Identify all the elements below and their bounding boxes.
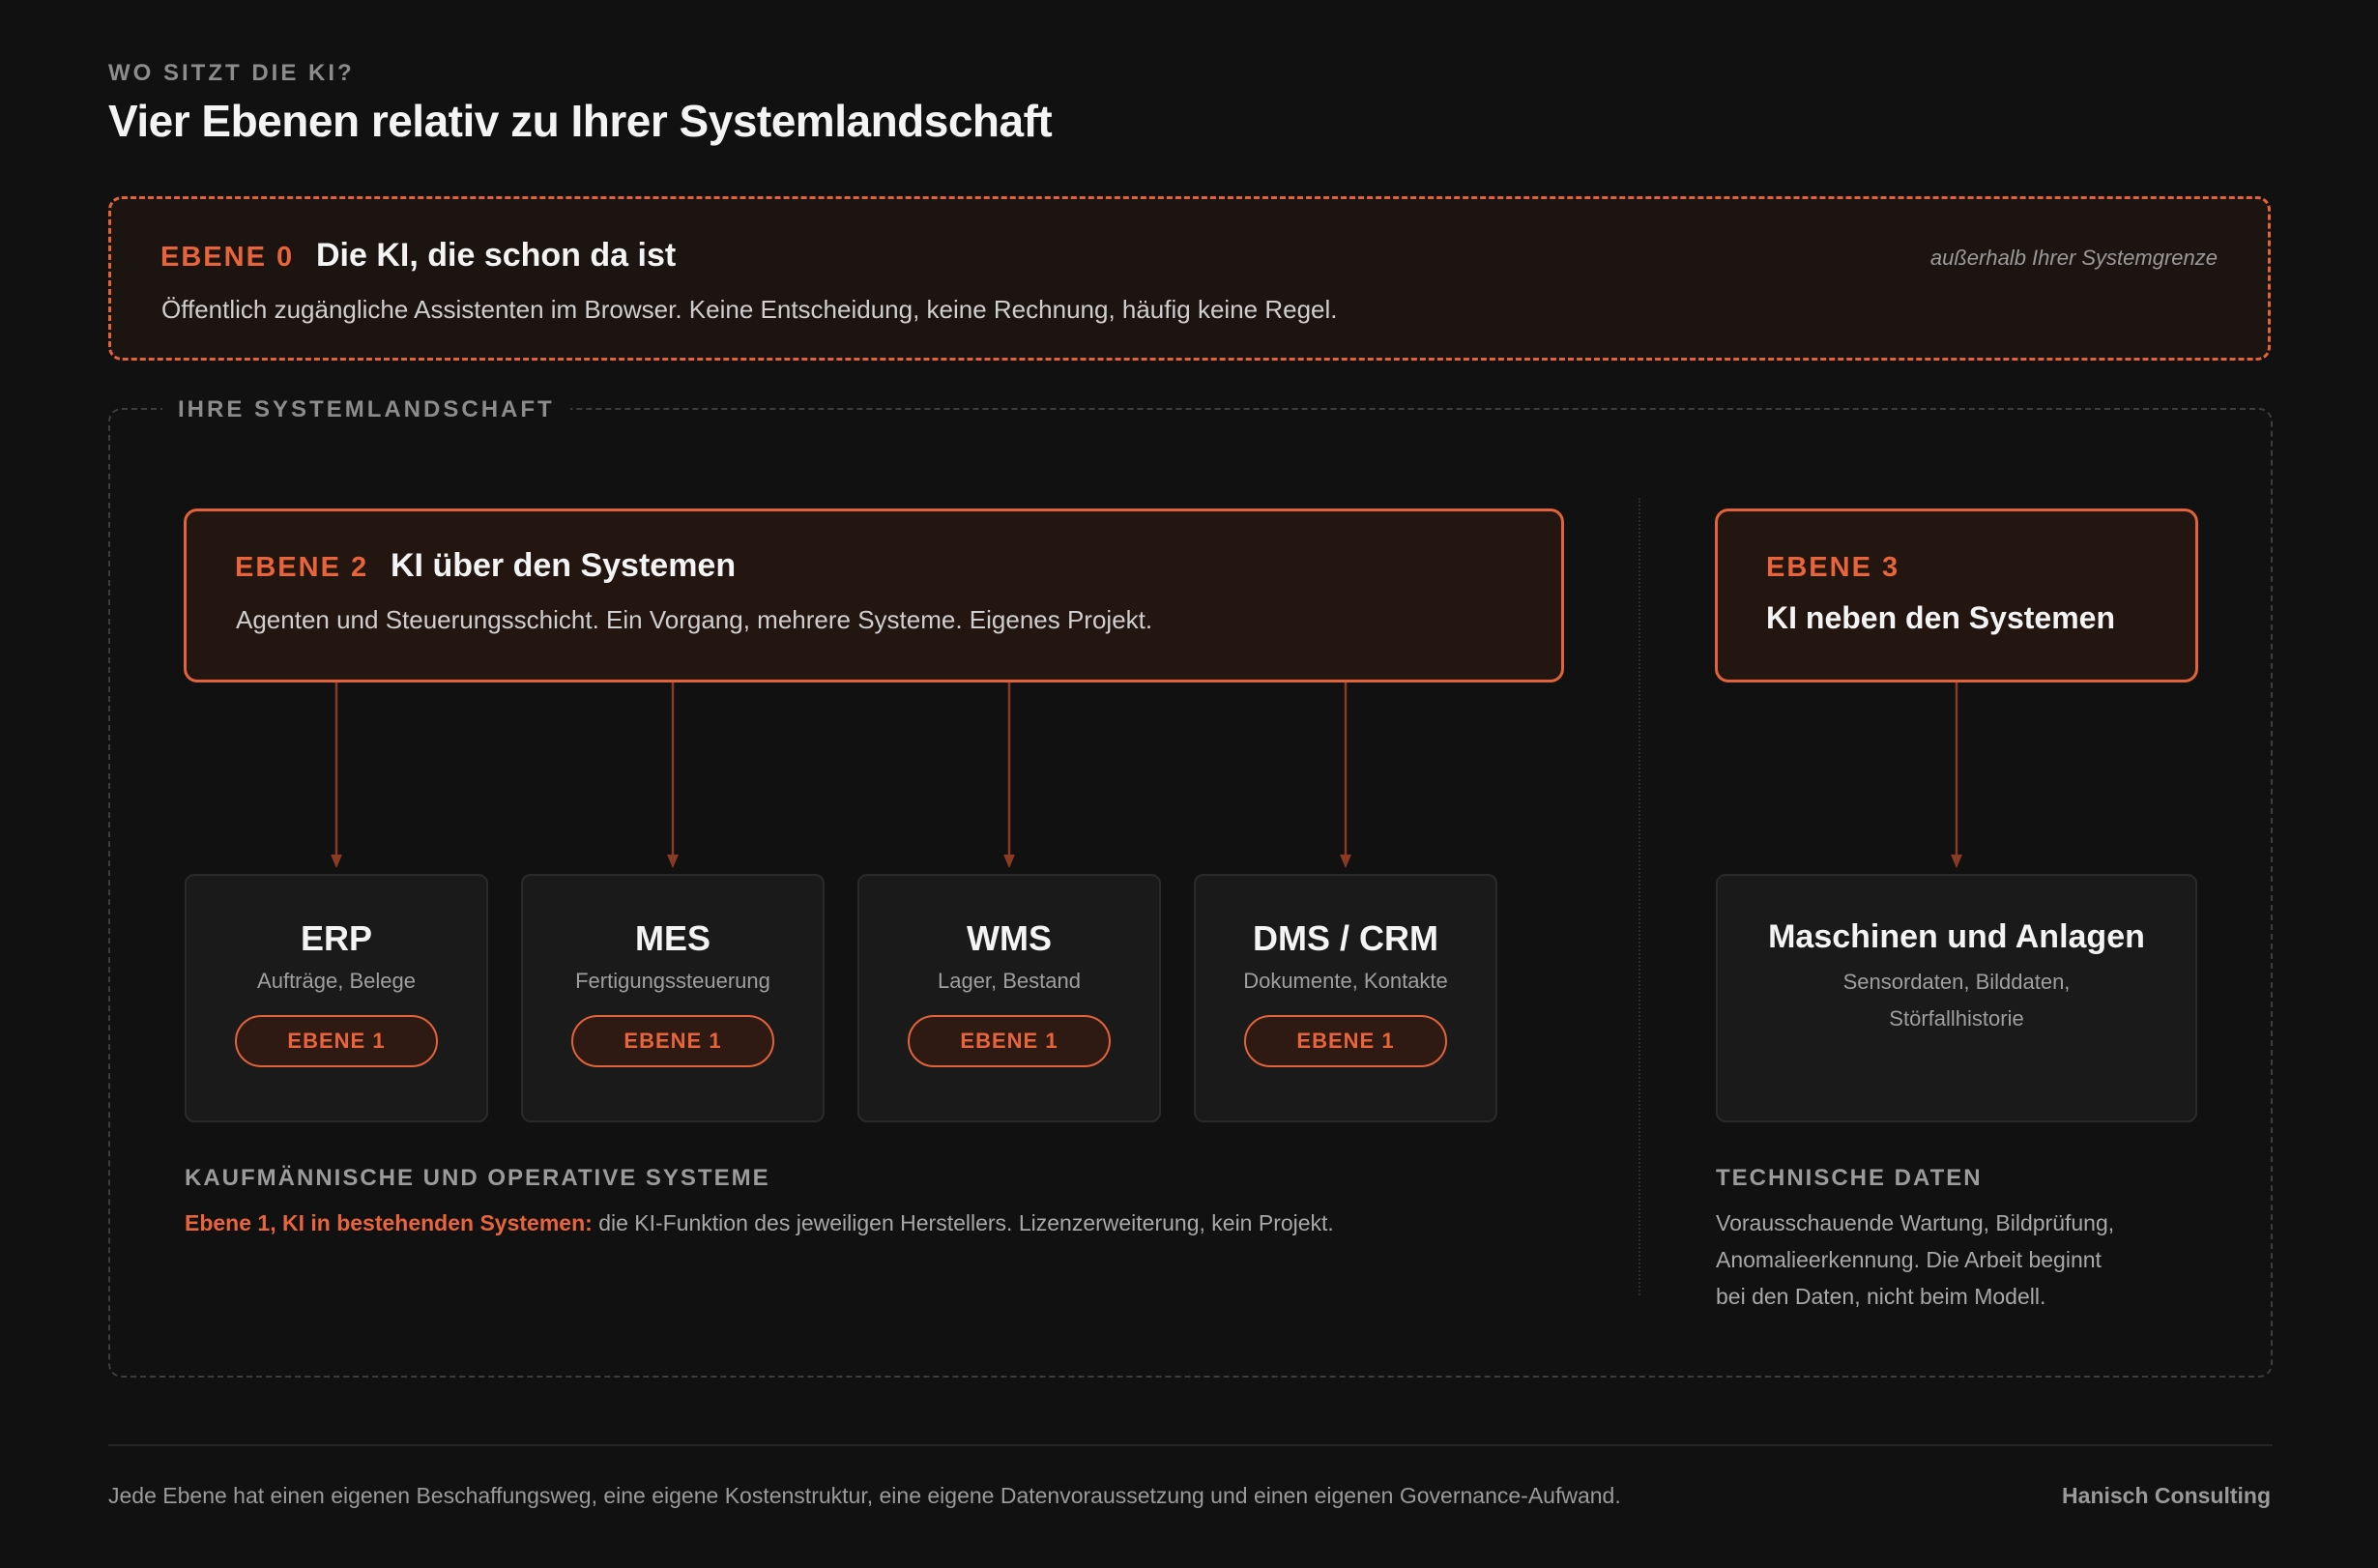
system-landscape-label: IHRE SYSTEMLANDSCHAFT bbox=[162, 396, 570, 423]
ebene-3-tag: EBENE 3 bbox=[1766, 552, 1900, 583]
ebene-0-description: Öffentlich zugängliche Assistenten im Browser. Keine Entscheidung, keine Rechnung, häufig keine Regel. bbox=[161, 295, 1338, 324]
ebene-0-title: Die KI, die schon da ist bbox=[316, 237, 677, 274]
ebene-1-badge: EBENE 1 bbox=[235, 1015, 438, 1067]
machines-subtitle-line-2: Störfallhistorie bbox=[1889, 1006, 2024, 1031]
machines-card bbox=[1716, 874, 2197, 1122]
system-card-subtitle: Dokumente, Kontakte bbox=[1243, 969, 1448, 993]
eyebrow: WO SITZT DIE KI? bbox=[108, 60, 355, 86]
commercial-accent: Ebene 1, KI in bestehenden Systemen: bbox=[185, 1210, 593, 1235]
commercial-heading: KAUFMÄNNISCHE UND OPERATIVE SYSTEME bbox=[185, 1165, 770, 1191]
technical-line-2: Anomalieerkennung. Die Arbeit beginnt bbox=[1716, 1247, 2102, 1272]
system-card-subtitle: Aufträge, Belege bbox=[257, 969, 416, 993]
technical-heading: TECHNISCHE DATEN bbox=[1716, 1165, 1983, 1191]
ebene-3-title: KI neben den Systemen bbox=[1766, 600, 2115, 635]
ebene-1-badge: EBENE 1 bbox=[908, 1015, 1111, 1067]
ebene-2-tag: EBENE 2 bbox=[235, 552, 369, 583]
page-title: Vier Ebenen relativ zu Ihrer Systemlandschaft bbox=[108, 96, 1053, 146]
ebene-2-title: KI über den Systemen bbox=[391, 547, 737, 584]
machines-title: Maschinen und Anlagen bbox=[1768, 918, 2145, 955]
system-card-title: WMS bbox=[967, 918, 1052, 958]
ebene-2-description: Agenten und Steuerungsschicht. Ein Vorgang, mehrere Systeme. Eigenes Projekt. bbox=[236, 605, 1153, 634]
technical-line-1: Vorausschauende Wartung, Bildprüfung, bbox=[1716, 1210, 2115, 1235]
footer-brand: Hanisch Consulting bbox=[2062, 1483, 2271, 1508]
ebene-0-note: außerhalb Ihrer Systemgrenze bbox=[1929, 246, 2218, 270]
arrowhead-erp-icon bbox=[331, 855, 342, 868]
ebene-0-tag: EBENE 0 bbox=[160, 242, 295, 273]
arrowhead-dms-icon bbox=[1340, 855, 1351, 868]
system-card-wms bbox=[857, 874, 1161, 1122]
commercial-text: die KI-Funktion des jeweiligen Herstellers. Lizenzerweiterung, kein Projekt. bbox=[598, 1210, 1334, 1235]
system-card-title: MES bbox=[634, 918, 710, 958]
arrowhead-mes-icon bbox=[667, 855, 679, 868]
ebene-1-badge: EBENE 1 bbox=[1244, 1015, 1447, 1067]
footer-text: Jede Ebene hat einen eigenen Beschaffungsweg, eine eigene Kostenstruktur, eine eigene Datenvoraussetzung und einen eigenen Governance-Aufwand. bbox=[108, 1483, 1621, 1508]
footer-divider bbox=[108, 1444, 2273, 1446]
system-card-subtitle: Lager, Bestand bbox=[937, 969, 1081, 993]
technical-line-3: bei den Daten, nicht beim Modell. bbox=[1716, 1284, 2046, 1309]
system-card-dms-crm bbox=[1194, 874, 1497, 1122]
system-card-mes bbox=[521, 874, 825, 1122]
machines-subtitle-line-1: Sensordaten, Bilddaten, bbox=[1842, 970, 2071, 994]
system-card-title: ERP bbox=[300, 918, 373, 958]
system-card-title: DMS / CRM bbox=[1253, 918, 1438, 958]
arrowhead-machines-icon bbox=[1951, 855, 1962, 868]
ebene-1-badge: EBENE 1 bbox=[571, 1015, 774, 1067]
system-card-subtitle: Fertigungssteuerung bbox=[575, 969, 770, 993]
system-card-erp bbox=[185, 874, 488, 1122]
commercial-description bbox=[185, 1205, 1334, 1241]
technical-description bbox=[1716, 1205, 2114, 1315]
arrowhead-wms-icon bbox=[1003, 855, 1015, 868]
